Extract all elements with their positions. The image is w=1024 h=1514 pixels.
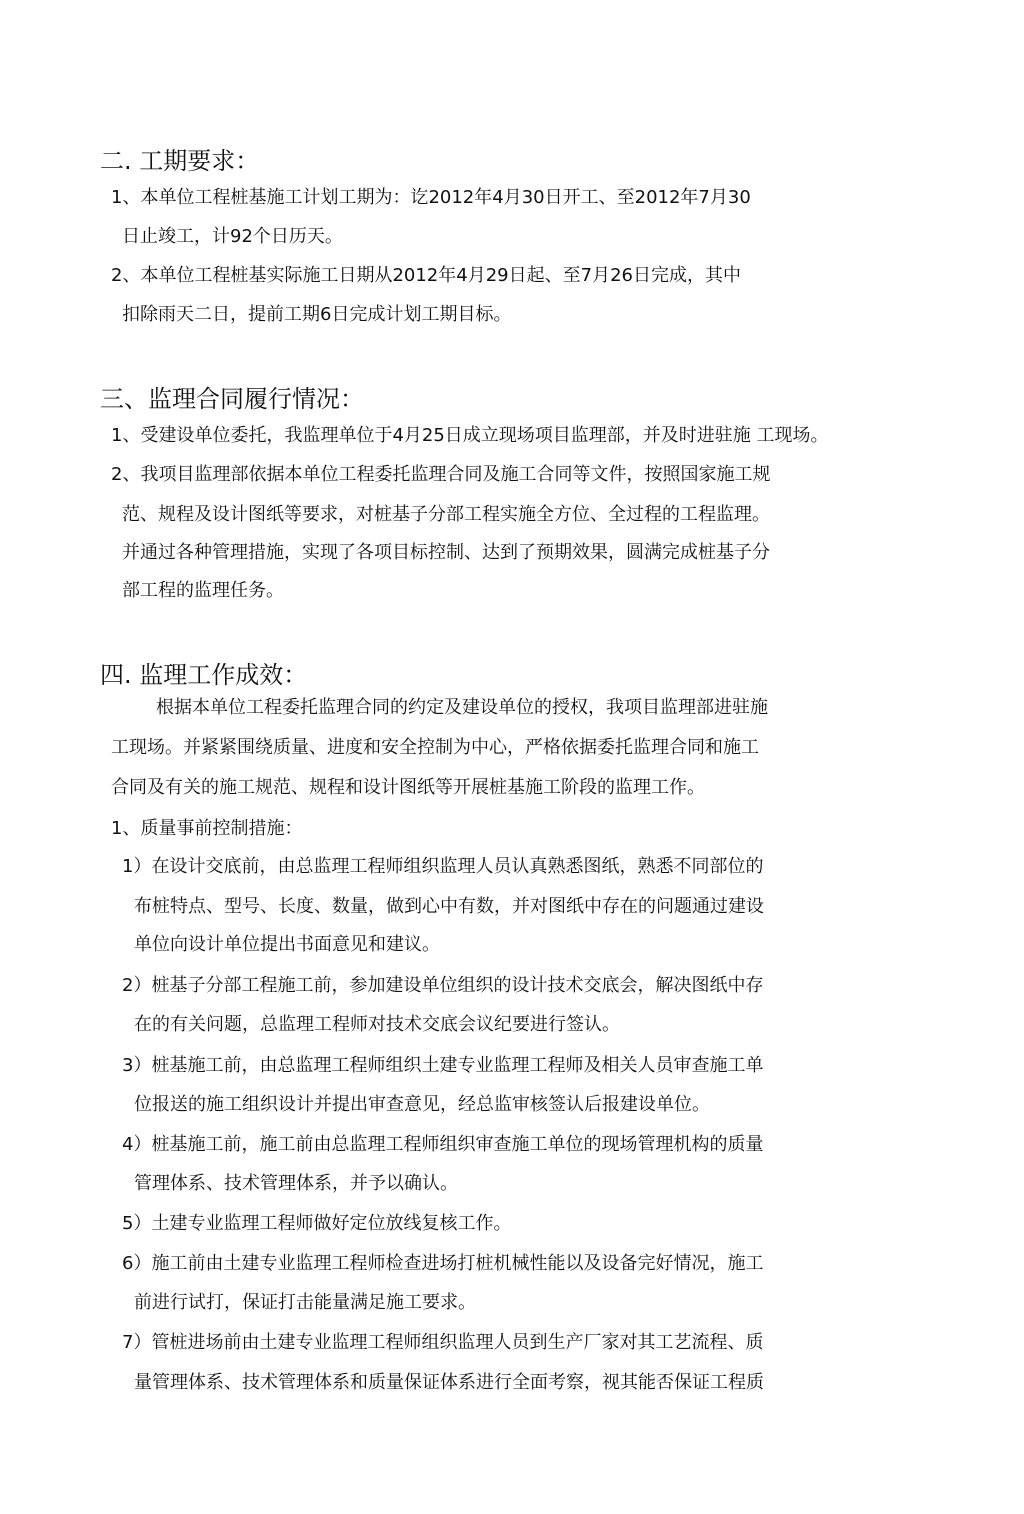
section-4-heading: 四. 监理工作成效：: [100, 661, 308, 689]
list-item-line: 7）管桩进场前由土建专业监理工程师组织监理人员到生产厂家对其工艺流程、质: [122, 1332, 764, 1353]
list-item-line: 布桩特点、型号、长度、数量，做到心中有数，并对图纸中存在的问题通过建设: [134, 896, 764, 917]
list-item-line: 前进行试打，保证打击能量满足施工要求。: [134, 1292, 476, 1313]
list-item-line: 3）桩基施工前，由总监理工程师组织土建专业监理工程师及相关人员审查施工单: [122, 1055, 764, 1076]
list-item-line: 5）土建专业监理工程师做好定位放线复核工作。: [122, 1213, 512, 1234]
paragraph-line: 2、本单位工程桩基实际施工日期从2012年4月29日起、至7月26日完成，其中: [111, 265, 741, 286]
paragraph-line: 日止竣工，计92个日历天。: [122, 226, 343, 247]
paragraph-line: 并通过各种管理措施，实现了各项目标控制、达到了预期效果，圆满完成桩基子分: [122, 542, 770, 563]
list-item-line: 2）桩基子分部工程施工前，参加建设单位组织的设计技术交底会，解决图纸中存: [122, 975, 764, 996]
paragraph-line: 工现场。并紧紧围绕质量、进度和安全控制为中心，严格依据委托监理合同和施工: [111, 737, 759, 758]
paragraph-line: 1、受建设单位委托，我监理单位于4月25日成立现场项目监理部，并及时进驻施 工现场。: [111, 425, 829, 446]
list-item-line: 量管理体系、技术管理体系和质量保证体系进行全面考察，视其能否保证工程质: [134, 1372, 764, 1393]
list-item-line: 4）桩基施工前，施工前由总监理工程师组织审查施工单位的现场管理机构的质量: [122, 1134, 764, 1155]
list-item-line: 1）在设计交底前，由总监理工程师组织监理人员认真熟悉图纸，熟悉不同部位的: [122, 856, 764, 877]
list-item-line: 在的有关问题，总监理工程师对技术交底会议纪要进行签认。: [134, 1014, 620, 1035]
paragraph-line: 部工程的监理任务。: [122, 580, 284, 601]
list-item-line: 单位向设计单位提出书面意见和建议。: [134, 934, 440, 955]
paragraph-line: 扣除雨天二日，提前工期6日完成计划工期目标。: [122, 304, 512, 325]
section-3-heading: 三、监理合同履行情况：: [100, 385, 364, 413]
paragraph-line: 2、我项目监理部依据本单位工程委托监理合同及施工合同等文件，按照国家施工规: [111, 464, 771, 485]
list-item-line: 6）施工前由土建专业监理工程师检查进场打桩机械性能以及设备完好情况，施工: [122, 1253, 764, 1274]
paragraph-line: 1、本单位工程桩基施工计划工期为：讫2012年4月30日开工、至2012年7月30: [111, 187, 751, 208]
paragraph-line: 根据本单位工程委托监理合同的约定及建设单位的授权，我项目监理部进驻施: [156, 697, 768, 718]
list-item-line: 管理体系、技术管理体系，并予以确认。: [134, 1173, 458, 1194]
section-2-heading: 二. 工期要求：: [100, 147, 260, 175]
paragraph-line: 范、规程及设计图纸等要求，对桩基子分部工程实施全方位、全过程的工程监理。: [122, 504, 770, 525]
list-item-line: 位报送的施工组织设计并提出审查意见，经总监审核签认后报建设单位。: [134, 1094, 710, 1115]
paragraph-line: 合同及有关的施工规范、规程和设计图纸等开展桩基施工阶段的监理工作。: [111, 777, 705, 798]
subsection-heading: 1、质量事前控制措施：: [111, 818, 303, 839]
